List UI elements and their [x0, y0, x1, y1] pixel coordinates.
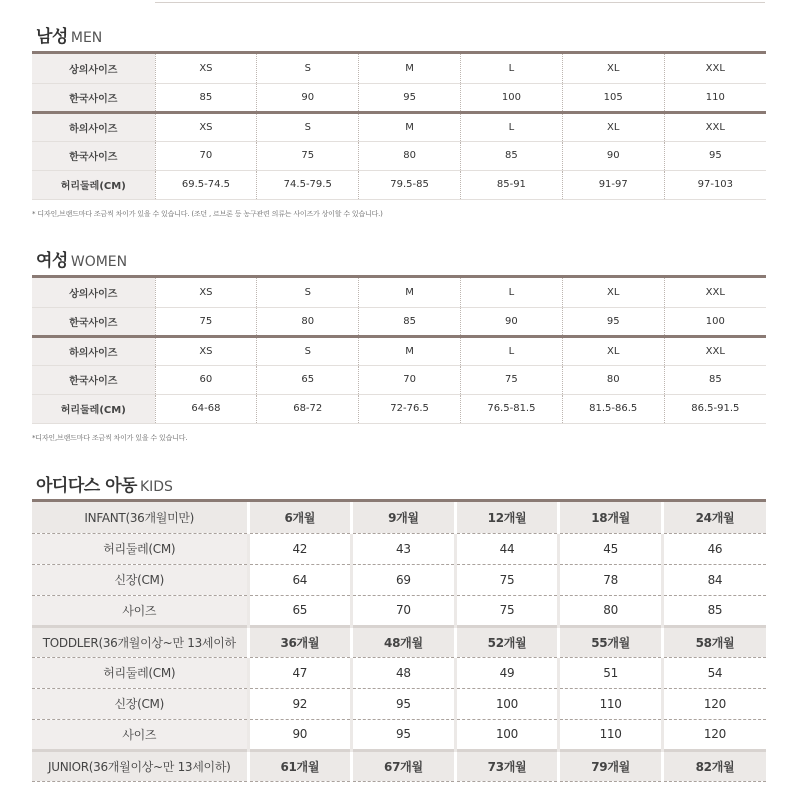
size-header-cell: XXL: [664, 336, 766, 365]
table-cell: 60: [155, 365, 257, 394]
group-label: TODDLER(36개월이상~만 13세이하: [32, 626, 248, 657]
size-header-cell: XS: [155, 54, 257, 83]
table-cell: 79.5-85: [359, 170, 461, 199]
table-row: [32, 170, 766, 199]
age-header-cell: 36개월: [248, 626, 352, 657]
age-header-cell: 6개월: [248, 502, 352, 533]
kids-group-header-row: [32, 750, 766, 781]
table-cell: 69.5-74.5: [155, 170, 257, 199]
size-header-cell: XL: [562, 278, 664, 307]
table-cell: 80: [562, 365, 664, 394]
age-header-cell: 55개월: [559, 626, 663, 657]
women-section-title: 여성 WOMEN: [36, 251, 128, 271]
table-cell: 85: [664, 365, 766, 394]
age-header-cell: 48개월: [352, 626, 456, 657]
women-note: *디자인,브랜드마다 조금씩 차이가 있을 수 있습니다.: [32, 434, 188, 442]
table-cell: 85: [155, 83, 257, 112]
table-cell: 72-76.5: [359, 394, 461, 423]
table-cell: 54: [662, 657, 766, 688]
table-cell: 86.5-91.5: [664, 394, 766, 423]
table-cell: 76.5-81.5: [460, 394, 562, 423]
table-cell: 110: [664, 83, 766, 112]
table-row: [32, 307, 766, 336]
table-cell: 80: [559, 595, 663, 626]
age-header-cell: 24개월: [662, 502, 766, 533]
table-cell: 90: [460, 307, 562, 336]
table-cell: 75: [460, 365, 562, 394]
age-header-cell: 58개월: [662, 626, 766, 657]
size-header-cell: S: [257, 54, 359, 83]
table-cell: 85: [359, 307, 461, 336]
kids-section-title: 아디다스 아동 KIDS: [36, 476, 173, 496]
table-cell: 68-72: [257, 394, 359, 423]
row-label: 한국사이즈: [32, 83, 155, 112]
row-label: 한국사이즈: [32, 365, 155, 394]
table-cell: 75: [257, 141, 359, 170]
kids-group-header-row: [32, 626, 766, 657]
table-cell: 47: [248, 657, 352, 688]
table-row: [32, 83, 766, 112]
table-cell: 95: [562, 307, 664, 336]
size-header-cell: XL: [562, 112, 664, 141]
table-row: [32, 719, 766, 750]
table-cell: 51: [559, 657, 663, 688]
group-label: JUNIOR(36개월이상~만 13세이하): [32, 750, 248, 781]
row-label: 허리둘레(CM): [32, 170, 155, 199]
table-row: [32, 657, 766, 688]
table-row: [32, 394, 766, 423]
size-header-cell: XL: [562, 336, 664, 365]
size-header-cell: M: [359, 278, 461, 307]
table-cell: 120: [662, 719, 766, 750]
kids-group-header-row: [32, 502, 766, 533]
size-header-cell: XXL: [664, 278, 766, 307]
men-bottom-header-row: [32, 112, 766, 141]
table-cell: 95: [352, 688, 456, 719]
table-cell: 100: [460, 83, 562, 112]
table-cell: 100: [455, 719, 559, 750]
size-header-cell: L: [460, 278, 562, 307]
kids-size-table: [32, 502, 766, 782]
table-cell: 48: [352, 657, 456, 688]
table-cell: 90: [562, 141, 664, 170]
size-header-cell: M: [359, 54, 461, 83]
table-cell: 46: [662, 533, 766, 564]
table-cell: 43: [352, 533, 456, 564]
age-header-cell: 79개월: [559, 750, 663, 781]
table-cell: 80: [257, 307, 359, 336]
table-cell: 44: [455, 533, 559, 564]
table-cell: 42: [248, 533, 352, 564]
table-cell: 90: [257, 83, 359, 112]
table-cell: 85-91: [460, 170, 562, 199]
table-cell: 84: [662, 564, 766, 595]
table-cell: 120: [662, 688, 766, 719]
table-cell: 45: [559, 533, 663, 564]
age-header-cell: 67개월: [352, 750, 456, 781]
size-header-cell: S: [257, 112, 359, 141]
row-label: 허리둘레(CM): [32, 394, 155, 423]
table-cell: 64-68: [155, 394, 257, 423]
row-label: 허리둘레(CM): [32, 533, 248, 564]
table-row: [32, 688, 766, 719]
table-cell: 75: [455, 564, 559, 595]
table-cell: 75: [455, 595, 559, 626]
table-row: [32, 365, 766, 394]
table-cell: 65: [257, 365, 359, 394]
table-cell: 92: [248, 688, 352, 719]
table-cell: 74.5-79.5: [257, 170, 359, 199]
table-row: [32, 595, 766, 626]
table-cell: 95: [664, 141, 766, 170]
table-cell: 70: [352, 595, 456, 626]
table-cell: 100: [455, 688, 559, 719]
age-header-cell: 18개월: [559, 502, 663, 533]
row-label: 신장(CM): [32, 564, 248, 595]
table-cell: 85: [662, 595, 766, 626]
age-header-cell: 61개월: [248, 750, 352, 781]
table-cell: 49: [455, 657, 559, 688]
row-label: 신장(CM): [32, 688, 248, 719]
table-cell: 105: [562, 83, 664, 112]
table-cell: 90: [248, 719, 352, 750]
row-label: 사이즈: [32, 595, 248, 626]
table-cell: 64: [248, 564, 352, 595]
men-section-title: 남성 MEN: [36, 27, 103, 47]
row-label: 한국사이즈: [32, 307, 155, 336]
age-header-cell: 52개월: [455, 626, 559, 657]
men-size-table: [32, 54, 766, 200]
table-cell: 91-97: [562, 170, 664, 199]
top-divider: [155, 0, 765, 3]
table-cell: 100: [664, 307, 766, 336]
table-cell: 70: [155, 141, 257, 170]
table-row: [32, 533, 766, 564]
table-cell: 69: [352, 564, 456, 595]
men-note: * 디자인,브랜드마다 조금씩 차이가 있을 수 있습니다. (조던 , 르브론 등 농구관련 의류는 사이즈가 상이할 수 있습니다.): [32, 210, 383, 218]
table-cell: 110: [559, 688, 663, 719]
size-header-cell: XS: [155, 278, 257, 307]
table-cell: 95: [352, 719, 456, 750]
row-label: 한국사이즈: [32, 141, 155, 170]
row-label: 허리둘레(CM): [32, 657, 248, 688]
table-cell: 81.5-86.5: [562, 394, 664, 423]
women-size-table: [32, 278, 766, 424]
size-header-cell: S: [257, 278, 359, 307]
row-label: 하의사이즈: [32, 112, 155, 141]
age-header-cell: 73개월: [455, 750, 559, 781]
row-label: 하의사이즈: [32, 336, 155, 365]
table-cell: 95: [359, 83, 461, 112]
table-cell: 65: [248, 595, 352, 626]
size-header-cell: S: [257, 336, 359, 365]
row-label: 상의사이즈: [32, 54, 155, 83]
age-header-cell: 9개월: [352, 502, 456, 533]
table-cell: 80: [359, 141, 461, 170]
size-header-cell: XL: [562, 54, 664, 83]
table-cell: 78: [559, 564, 663, 595]
age-header-cell: 82개월: [662, 750, 766, 781]
size-header-cell: L: [460, 112, 562, 141]
size-header-cell: XS: [155, 336, 257, 365]
size-header-cell: M: [359, 336, 461, 365]
women-bottom-header-row: [32, 336, 766, 365]
men-top-header-row: [32, 54, 766, 83]
age-header-cell: 12개월: [455, 502, 559, 533]
group-label: INFANT(36개월미만): [32, 502, 248, 533]
size-header-cell: L: [460, 336, 562, 365]
table-cell: 97-103: [664, 170, 766, 199]
size-header-cell: XS: [155, 112, 257, 141]
size-header-cell: XXL: [664, 112, 766, 141]
table-cell: 110: [559, 719, 663, 750]
table-cell: 75: [155, 307, 257, 336]
size-header-cell: M: [359, 112, 461, 141]
table-row: [32, 564, 766, 595]
size-header-cell: L: [460, 54, 562, 83]
row-label: 사이즈: [32, 719, 248, 750]
table-cell: 85: [460, 141, 562, 170]
row-label: 상의사이즈: [32, 278, 155, 307]
size-header-cell: XXL: [664, 54, 766, 83]
table-row: [32, 141, 766, 170]
table-cell: 70: [359, 365, 461, 394]
women-top-header-row: [32, 278, 766, 307]
